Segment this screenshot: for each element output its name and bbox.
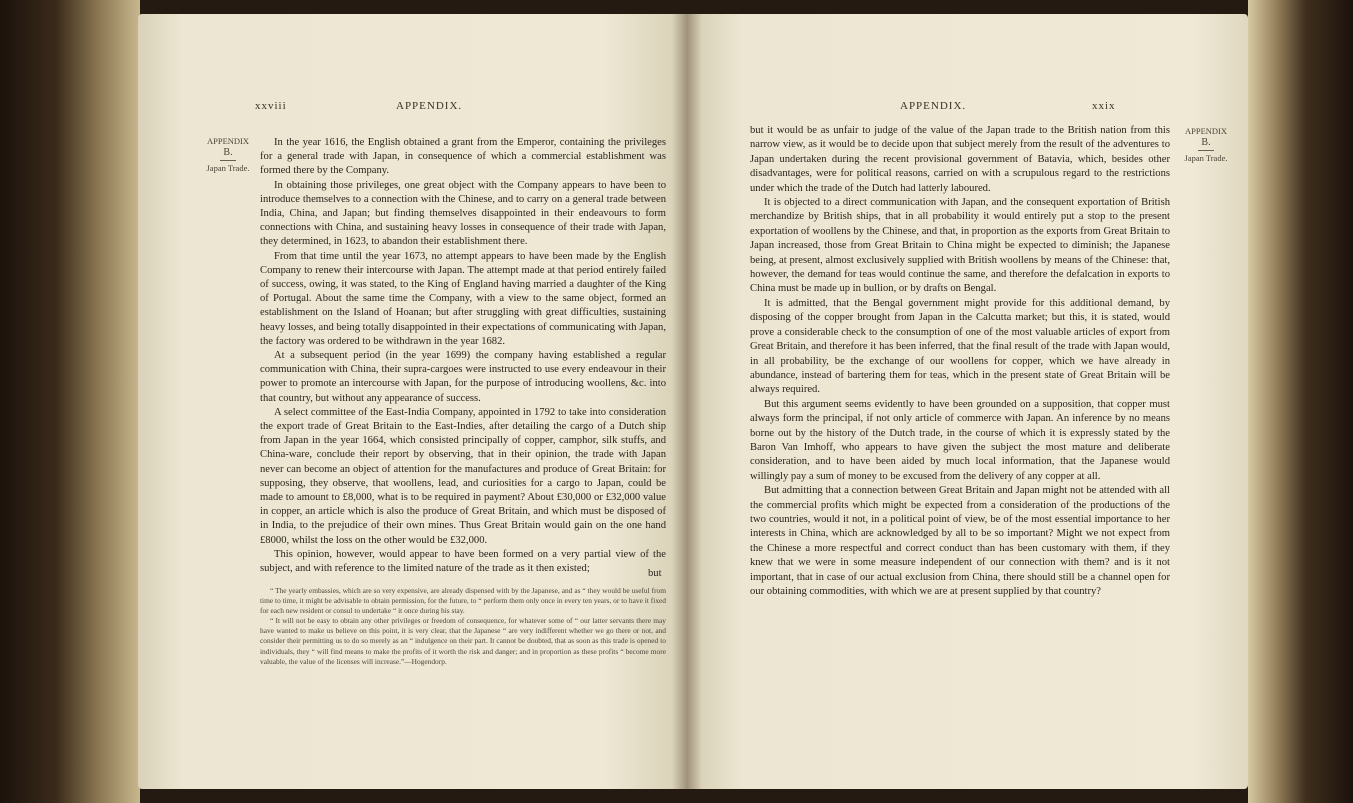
right-running-head: APPENDIX.	[900, 100, 967, 112]
margin-note-letter: B.	[1201, 137, 1211, 148]
paragraph: In obtaining those privileges, one great object with the Company appears to have been to introduce themselves to a connection with the Chinese, and to carry on a general trade between India, China, and Japan; but finding themselves disappointed in their endeavours to form connections with China, and sustaining heavy losses in consequence of their trade with Japan, they determined, in 1623, to abandon their establishment there.	[260, 179, 666, 248]
right-body-text	[750, 124, 1170, 599]
left-running-head: APPENDIX.	[396, 100, 463, 112]
left-body-text	[260, 136, 666, 576]
right-margin-note	[1178, 126, 1234, 164]
paragraph: but it would be as unfair to judge of the value of the Japan trade to the British nation from this narrow view, as it would be to decide upon that subject merely from the result of the adventures to Japan undertaken during the recent provisional government of Batavia, which, besides other disadvantages, were for political reasons, carried on with a scrupulous regard to the restrictions under which the trade of the Dutch had latterly laboured.	[750, 125, 1170, 194]
paragraph: From that time until the year 1673, no attempt appears to have been made by the English Company to renew their intercourse with Japan. The attempt made at that period entirely failed of success, owing, it was stated, to the King of England having married a daughter of the King of Portugal. About the same time the Company, with a view to the same object, formed an establishment on the Island of Hoanan; but after struggling with great difficulties, sustaining heavy losses, and being totally disappointed in their expectations of communicating with Japan, the factory was ordered to be withdrawn in the year 1682.	[260, 250, 667, 347]
paragraph: A select committee of the East-India Company, appointed in 1792 to take into consideration the export trade of Great Britain to the East-Indies, after detailing the cargo of a Dutch ship from Japan in the year 1664, which consisted principally of copper, camphor, silk stuffs, and China-ware, conclude their report by observing, that in their opinion, the trade with Japan never can become an object of attention for the manufactures and produce of Great Britain: for supposing, they observe, that woollens, lead, and curiosities for a cargo to Japan, could be made to amount to £8,000, what is to be required in payment? About £30,000 or £32,000 value in copper, an article which is also the produce of Great Britain, and which must be disposed of in India, to the prejudice of their own mines. Thus Great Britain would gain on the one hand £8000, whilst the loss on the other would be £32,000.	[260, 406, 666, 546]
margin-note-appendix: APPENDIX	[206, 136, 250, 146]
footnote: “ The yearly embassies, which are so very expensive, are already dispensed with by the Japanese, and as “ they would be useful from time to time, it might be advisable to obtain permission, for the future, to “ perform them only once in every ten years, or to have it fixed for each new resident or consul to undertake “ it once during his stay.	[260, 586, 666, 616]
paragraph: It is objected to a direct communication with Japan, and the consequent exportation of British merchandize by British ships, that in all probability it would entirely put a stop to the present exportation of woollens by the Chinese, and that, in proportion as the exports from Great Britain to Japan increased, those from Great Britain to China might be expected to diminish; the Japanese being, at present, almost exclusively supplied with British woollens by means of the Chinese: that, however, the demand for teas would continue the same, and therefore the defalcation in exports to China must be made up in bullion, or by drafts on Bengal.	[750, 197, 1170, 295]
paragraph: At a subsequent period (in the year 1699) the company having established a regular communication with China, their supra-cargoes were instructed to use every endeavour in their power to promote an intercourse with Japan, for the purpose of introducing woollens, &c. into that country, but without any appearance of success.	[260, 350, 666, 404]
margin-note-rule	[220, 160, 236, 161]
paragraph: But this argument seems evidently to have been grounded on a supposition, that copper must always form the principal, if not only article of commerce with Japan. An inference by no means borne out by the history of the Dutch trade, in the course of which it is expressly stated by the Baron Van Imhoff, who appears to have given the subject the most mature and deliberate consideration, and to have been aided by much local information, that the Japanese would willingly pay a sum of money to be excused from the delivery of any copper at all.	[750, 398, 1170, 482]
paragraph: This opinion, however, would appear to have been formed on a very partial view of the subject, and with reference to the limited nature of the trade as it then existed;	[260, 548, 666, 575]
catchword: but	[648, 568, 662, 579]
margin-note-topic: Japan Trade.	[206, 163, 250, 173]
footnotes	[260, 586, 666, 667]
paragraph: In the year 1616, the English obtained a grant from the Emperor, containing the privileges for a general trade with Japan, in consequence of which a commercial establishment was formed there by the Company.	[260, 137, 666, 177]
book-edge-right	[1248, 0, 1353, 803]
left-page	[138, 14, 686, 789]
right-page-number: xxix	[1092, 100, 1116, 112]
paragraph: But admitting that a connection between Great Britain and Japan might not be attended with all the commercial profits which might be expected from a consideration of the productions of the two countries, would it not, in a political point of view, be of the most essential importance to her interests in China, which are acknowledged by all to be so important? Might we not expect from the Chinese a more respectful and correct conduct than has been customary with them, if they knew that we were in some measure independent of our connection with them? and is it not important, that in case of our actual exclusion from China, there should still be a channel open for our obtaining commodities, with which we are at present supplied by that country?	[750, 485, 1170, 597]
book-edge-left	[0, 0, 140, 803]
left-page-number: xxviii	[255, 100, 287, 112]
margin-note-rule	[1198, 150, 1214, 151]
book-gutter	[672, 14, 702, 789]
left-margin-note	[200, 136, 256, 174]
margin-note-letter: B.	[223, 147, 233, 158]
paragraph: It is admitted, that the Bengal government might provide for this additional demand, by disposing of the copper brought from Japan in the Calcutta market; but this, it is stated, would prove a considerable check to the consumption of one of the most valuable articles of export from Great Britain, and therefore it has been inferred, that the final result of the trade with Japan would, in all probability, be the exchange of our woollens for copper, which we have already in abundance, instead of bartering them for teas, which in the present state of Great Britain will be always required.	[750, 297, 1170, 396]
footnote: “ It will not be easy to obtain any other privileges or freedom of consequence, for whatever some of “ our latter servants there may have wanted to make us believe on this point, it is very clear, that the Japanese “ are very indifferent whether we go there or not, and consider their permitting us to do so merely as an “ indulgence on their part. It cannot be doubted, that as soon as this trade is opened to individuals, they “ will find means to make the profits of it worth the risk and danger; and in proportion as these profits “ become more valuable, the value of the licenses will increase.”—Hogendorp.	[260, 616, 666, 666]
right-page	[686, 14, 1248, 789]
margin-note-appendix: APPENDIX	[1184, 126, 1228, 136]
margin-note-topic: Japan Trade.	[1184, 153, 1228, 163]
